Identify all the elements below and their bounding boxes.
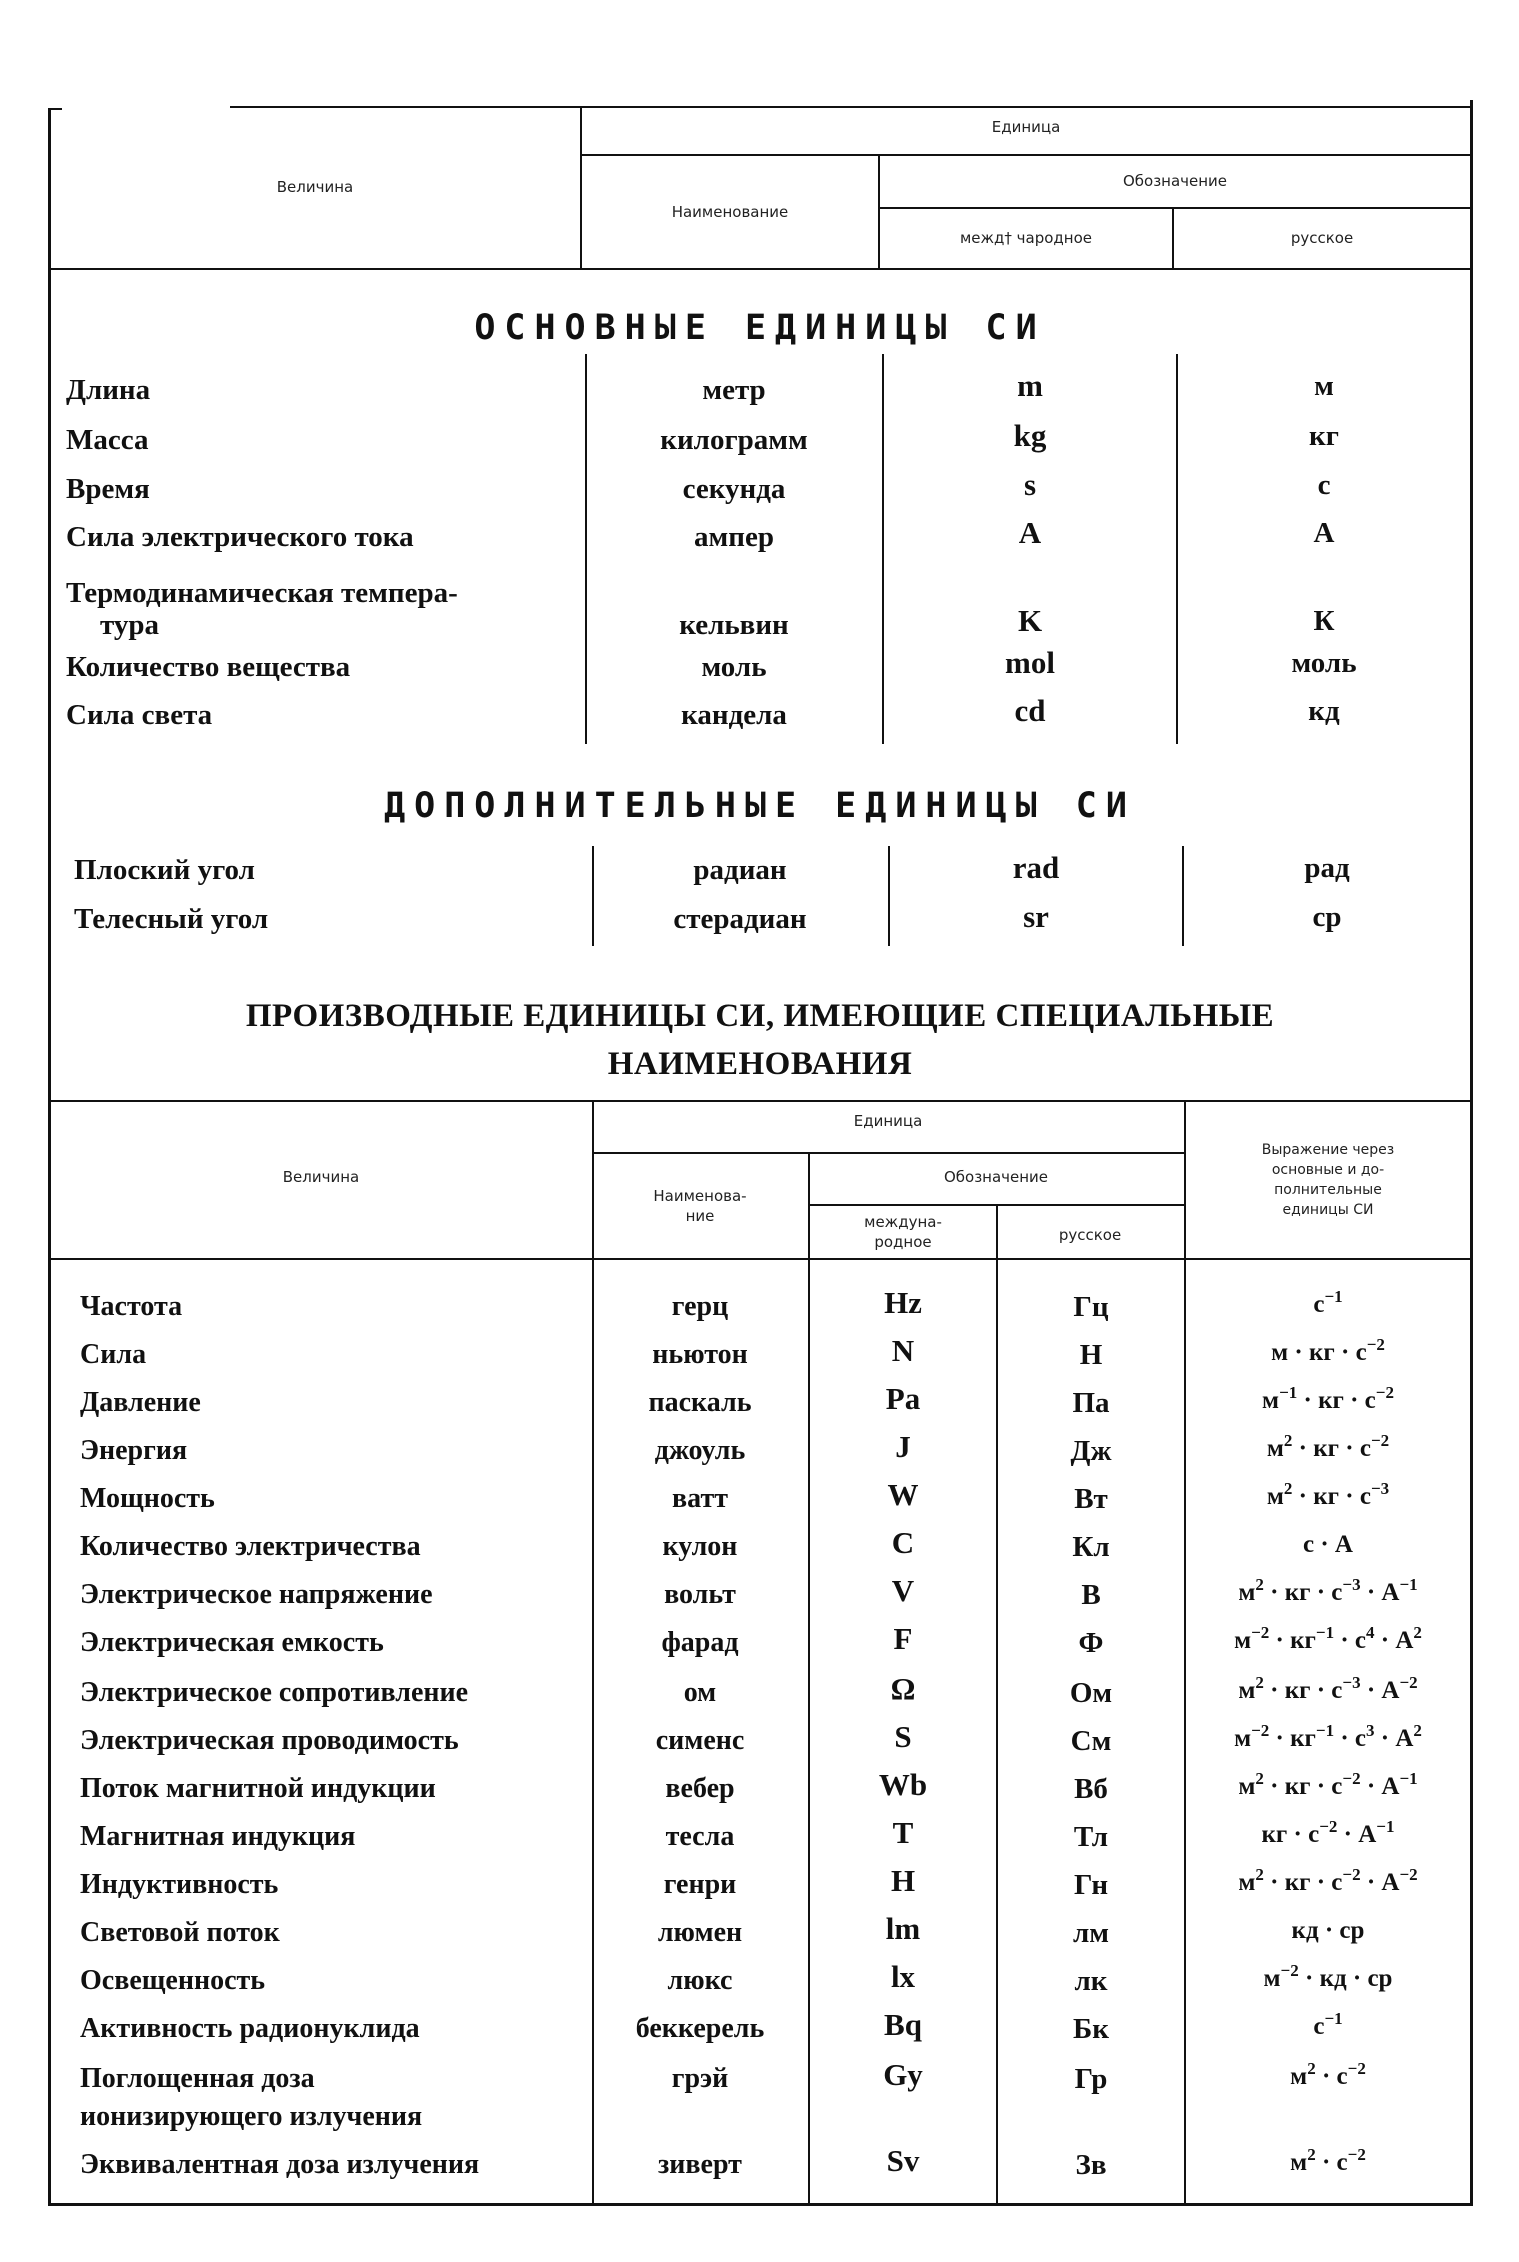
intl-symbol-cell: S: [894, 1719, 912, 1754]
quantity-cell: Электрическое напряжение: [80, 1579, 433, 1610]
header-unit: Единица: [991, 118, 1061, 136]
russian-symbol-cell: Дж: [1070, 1435, 1112, 1467]
intl-symbol-cell: cd: [1014, 693, 1046, 728]
expression-cell: с · А: [1303, 1531, 1353, 1558]
expression-cell: $м^2$ · кг · $с^{-3}$: [1266, 1479, 1390, 1510]
table2-header-international-line1: междуна-: [864, 1213, 942, 1231]
expression-cell: $м^2$ · кг · $с^{-3} \cdot А^{-2}$: [1238, 1673, 1418, 1704]
table2-header-expression: [1186, 1140, 1470, 1220]
table2-header-unit: Единица: [853, 1112, 923, 1130]
intl-symbol-cell: sr: [1023, 899, 1049, 934]
intl-symbol-cell: mol: [1005, 645, 1055, 680]
quantity-cell: Сила электрического тока: [66, 521, 414, 553]
intl-symbol-cell: s: [1023, 467, 1037, 502]
russian-symbol-cell: Вт: [1074, 1483, 1108, 1515]
intl-symbol-cell: V: [891, 1573, 915, 1608]
section-title-derived-line2: НАИМЕНОВАНИЯ: [607, 1046, 913, 1082]
unit-name-cell: метр: [702, 374, 766, 406]
intl-symbol-cell: m: [1017, 368, 1043, 403]
unit-name-cell: зиверт: [658, 2149, 742, 2180]
frame-right-border: [1470, 100, 1473, 2206]
unit-name-cell: ом: [683, 1677, 717, 1708]
russian-symbol-cell: рад: [1304, 852, 1350, 884]
quantity-cell: Активность радионуклида: [80, 2013, 420, 2044]
quantity-cell: Освещенность: [80, 1965, 266, 1996]
quantity-cell: Время: [66, 473, 150, 505]
quantity-cell: Телесный угол: [74, 903, 269, 935]
russian-symbol-cell: с: [1317, 469, 1331, 501]
russian-symbol-cell: кг: [1309, 420, 1339, 452]
unit-name-cell: кулон: [662, 1531, 738, 1562]
unit-name-cell: герц: [671, 1291, 729, 1322]
quantity-cell: Частота: [80, 1291, 183, 1322]
intl-symbol-cell: kg: [1013, 418, 1047, 453]
unit-name-cell: секунда: [682, 473, 786, 505]
intl-symbol-cell: lx: [890, 1959, 916, 1994]
russian-symbol-cell: Н: [1079, 1339, 1103, 1371]
russian-symbol-cell: Ф: [1078, 1627, 1104, 1659]
intl-symbol-cell: T: [892, 1815, 914, 1850]
table2-header-international: [810, 1212, 996, 1252]
frame-bottom-border: [48, 2203, 1473, 2206]
quantity-cell: Количество вещества: [66, 651, 351, 683]
expression-cell: $м^{-2} \cdot кг^{-1} \cdot с^3 \cdot А^2$: [1234, 1721, 1422, 1752]
intl-symbol-cell: C: [891, 1525, 915, 1560]
unit-name-cell: стерадиан: [673, 903, 807, 935]
expression-cell: $м^{-1}$ · кг · $с^{-2}$: [1262, 1383, 1394, 1414]
quantity-cell: Длина: [66, 374, 151, 406]
unit-name-cell: беккерель: [635, 2013, 765, 2044]
unit-name-cell: сименс: [655, 1725, 745, 1756]
section-title-supplementary-units: ДОПОЛНИТЕЛЬНЫЕ ЕДИНИЦЫ СИ: [384, 786, 1136, 826]
russian-symbol-cell: лк: [1074, 1965, 1108, 1997]
russian-symbol-cell: Ом: [1069, 1677, 1113, 1709]
russian-symbol-cell: Бк: [1073, 2013, 1109, 2045]
quantity-cell: Эквивалентная доза излучения: [80, 2149, 480, 2180]
expression-cell: $м^{-2}$ · кд · ср: [1263, 1961, 1393, 1992]
quantity-cell: Электрическая проводимость: [80, 1725, 459, 1756]
unit-name-cell: радиан: [693, 854, 787, 886]
header-rule: [592, 1152, 1184, 1154]
table2-header-name-line2: ние: [685, 1207, 715, 1225]
unit-name-cell: килограмм: [660, 424, 808, 456]
quantity-cell: Электрическое сопротивление: [80, 1677, 469, 1708]
intl-symbol-cell: J: [895, 1429, 911, 1464]
unit-name-cell: грэй: [671, 2063, 729, 2094]
unit-name-cell: тесла: [665, 1821, 735, 1852]
quantity-cell: Поток магнитной индукции: [80, 1773, 436, 1804]
expression-cell: $м^2$ · кг · $с^{-2}$: [1266, 1431, 1390, 1462]
quantity-cell: Индуктивность: [80, 1869, 279, 1900]
intl-symbol-cell: lm: [885, 1911, 921, 1946]
expression-cell: $с^{-1}$: [1313, 1287, 1343, 1318]
unit-name-cell: люкс: [667, 1965, 733, 1996]
russian-symbol-cell: моль: [1291, 647, 1357, 679]
intl-symbol-cell: Gy: [883, 2057, 923, 2092]
table2-header-name: [594, 1186, 806, 1226]
unit-name-cell: люмен: [657, 1917, 743, 1948]
quantity-cell: Термодинамическая темпера-: [66, 577, 458, 609]
header-russian: русское: [1290, 229, 1354, 247]
header-designation: Обозначение: [1122, 172, 1228, 190]
quantity-cell: Масса: [66, 424, 149, 456]
expression-cell: $с^{-1}$: [1313, 2009, 1343, 2040]
russian-symbol-cell: Гр: [1074, 2063, 1108, 2095]
intl-symbol-cell: Sv: [886, 2143, 920, 2178]
expression-cell: $м^2$ · кг · $с^{-3} \cdot А^{-1}$: [1238, 1575, 1418, 1606]
quantity-cell: Сила: [80, 1339, 147, 1370]
quantity-cell: Плоский угол: [74, 854, 255, 886]
expression-cell: $м^2$ · кг · $с^{-2} \cdot А^{-2}$: [1238, 1865, 1418, 1896]
unit-name-cell: паскаль: [648, 1387, 752, 1418]
header-rule: [878, 207, 1472, 209]
unit-name-cell: моль: [701, 651, 767, 683]
quantity-cell: Мощность: [80, 1483, 215, 1514]
expression-cell: $м^{-2} \cdot кг^{-1} \cdot с^4 \cdot А^2$: [1234, 1623, 1422, 1654]
russian-symbol-cell: Кл: [1072, 1531, 1110, 1563]
section-title-base-units: ОСНОВНЫЕ ЕДИНИЦЫ СИ: [474, 308, 1046, 348]
intl-symbol-cell: K: [1017, 603, 1043, 638]
unit-name-cell: фарад: [661, 1627, 739, 1658]
russian-symbol-cell: Гн: [1073, 1869, 1109, 1901]
table2-header-expression-line4: единицы СИ: [1282, 1202, 1374, 1218]
unit-name-cell: генри: [663, 1869, 737, 1900]
russian-symbol-cell: А: [1313, 517, 1335, 549]
unit-name-cell: кандела: [681, 699, 787, 731]
unit-name-cell: джоуль: [654, 1435, 746, 1466]
russian-symbol-cell: Зв: [1075, 2149, 1107, 2181]
table2-header-expression-line2: основные и до-: [1271, 1162, 1385, 1178]
table2-header-expression-line3: полнительные: [1274, 1182, 1382, 1198]
header-name: Наименование: [671, 203, 789, 221]
frame-top-border: [230, 106, 1472, 108]
expression-cell: м · кг · $с^{-2}$: [1271, 1335, 1385, 1366]
quantity-cell: Магнитная индукция: [80, 1821, 356, 1852]
table2-header-expression-line1: Выражение через: [1261, 1142, 1395, 1158]
header-international: межд† чародное: [959, 229, 1093, 247]
table2-header-international-line2: родное: [874, 1233, 932, 1251]
unit-name-cell: вольт: [664, 1579, 736, 1610]
table2-header-quantity: Величина: [282, 1168, 360, 1186]
table2-top-rule: [50, 1100, 1472, 1102]
quantity-cell-continuation: ионизирующего излучения: [80, 2101, 423, 2132]
header-bottom-rule: [50, 268, 1472, 270]
russian-symbol-cell: Па: [1072, 1387, 1110, 1419]
section-title-derived-units: [50, 992, 1470, 1088]
russian-symbol-cell: Вб: [1074, 1773, 1108, 1805]
unit-name-cell: кельвин: [679, 609, 789, 641]
russian-symbol-cell: кд: [1308, 695, 1340, 727]
table2-header-bottom-rule: [50, 1258, 1472, 1260]
quantity-cell: Электрическая емкость: [80, 1627, 384, 1658]
intl-symbol-cell: N: [891, 1333, 915, 1368]
intl-symbol-cell: Ω: [890, 1671, 916, 1706]
unit-name-cell: вебер: [665, 1773, 735, 1804]
expression-cell: $м^2 \cdot с^{-2}$: [1290, 2059, 1366, 2090]
russian-symbol-cell: В: [1081, 1579, 1101, 1611]
intl-symbol-cell: A: [1018, 515, 1042, 550]
quantity-cell: Давление: [80, 1387, 201, 1418]
quantity-cell: Энергия: [80, 1435, 188, 1466]
quantity-cell: Поглощенная доза: [80, 2063, 315, 2094]
table2-header-designation: Обозначение: [943, 1168, 1049, 1186]
russian-symbol-cell: лм: [1072, 1917, 1110, 1949]
section-title-derived-line1: ПРОИЗВОДНЫЕ ЕДИНИЦЫ СИ, ИМЕЮЩИЕ СПЕЦИАЛЬНЫЕ: [245, 998, 1275, 1034]
intl-symbol-cell: Wb: [878, 1767, 928, 1802]
table2-header-russian: русское: [1058, 1226, 1122, 1244]
intl-symbol-cell: W: [887, 1477, 919, 1512]
intl-symbol-cell: Hz: [884, 1285, 922, 1320]
quantity-cell-continuation: тура: [100, 609, 159, 641]
russian-symbol-cell: м: [1314, 370, 1334, 402]
unit-name-cell: ньютон: [652, 1339, 748, 1370]
unit-name-cell: ватт: [672, 1483, 728, 1514]
russian-symbol-cell: Гц: [1073, 1291, 1109, 1323]
expression-cell: $м^2$ · кг · $с^{-2} \cdot А^{-1}$: [1238, 1769, 1418, 1800]
russian-symbol-cell: Тл: [1073, 1821, 1109, 1853]
russian-symbol-cell: ср: [1312, 901, 1342, 933]
unit-name-cell: ампер: [694, 521, 774, 553]
header-rule: [580, 154, 1472, 156]
russian-symbol-cell: См: [1070, 1725, 1112, 1757]
table2-header-name-line1: Наименова-: [653, 1187, 747, 1205]
quantity-cell: Световой поток: [80, 1917, 280, 1948]
expression-cell: $м^2 \cdot с^{-2}$: [1290, 2145, 1366, 2176]
intl-symbol-cell: H: [890, 1863, 916, 1898]
intl-symbol-cell: rad: [1012, 850, 1060, 885]
quantity-cell: Количество электричества: [80, 1531, 421, 1562]
expression-cell: кг · $с^{-2} \cdot А^{-1}$: [1261, 1817, 1395, 1848]
column-divider: [585, 354, 587, 744]
russian-symbol-cell: К: [1313, 605, 1335, 637]
intl-symbol-cell: Bq: [884, 2007, 922, 2042]
expression-cell: кд · ср: [1291, 1917, 1365, 1944]
header-quantity: Величина: [276, 178, 354, 196]
frame-left-border: [48, 108, 51, 2206]
quantity-cell: Сила света: [66, 699, 213, 731]
intl-symbol-cell: Pa: [885, 1381, 921, 1416]
intl-symbol-cell: F: [893, 1621, 913, 1656]
